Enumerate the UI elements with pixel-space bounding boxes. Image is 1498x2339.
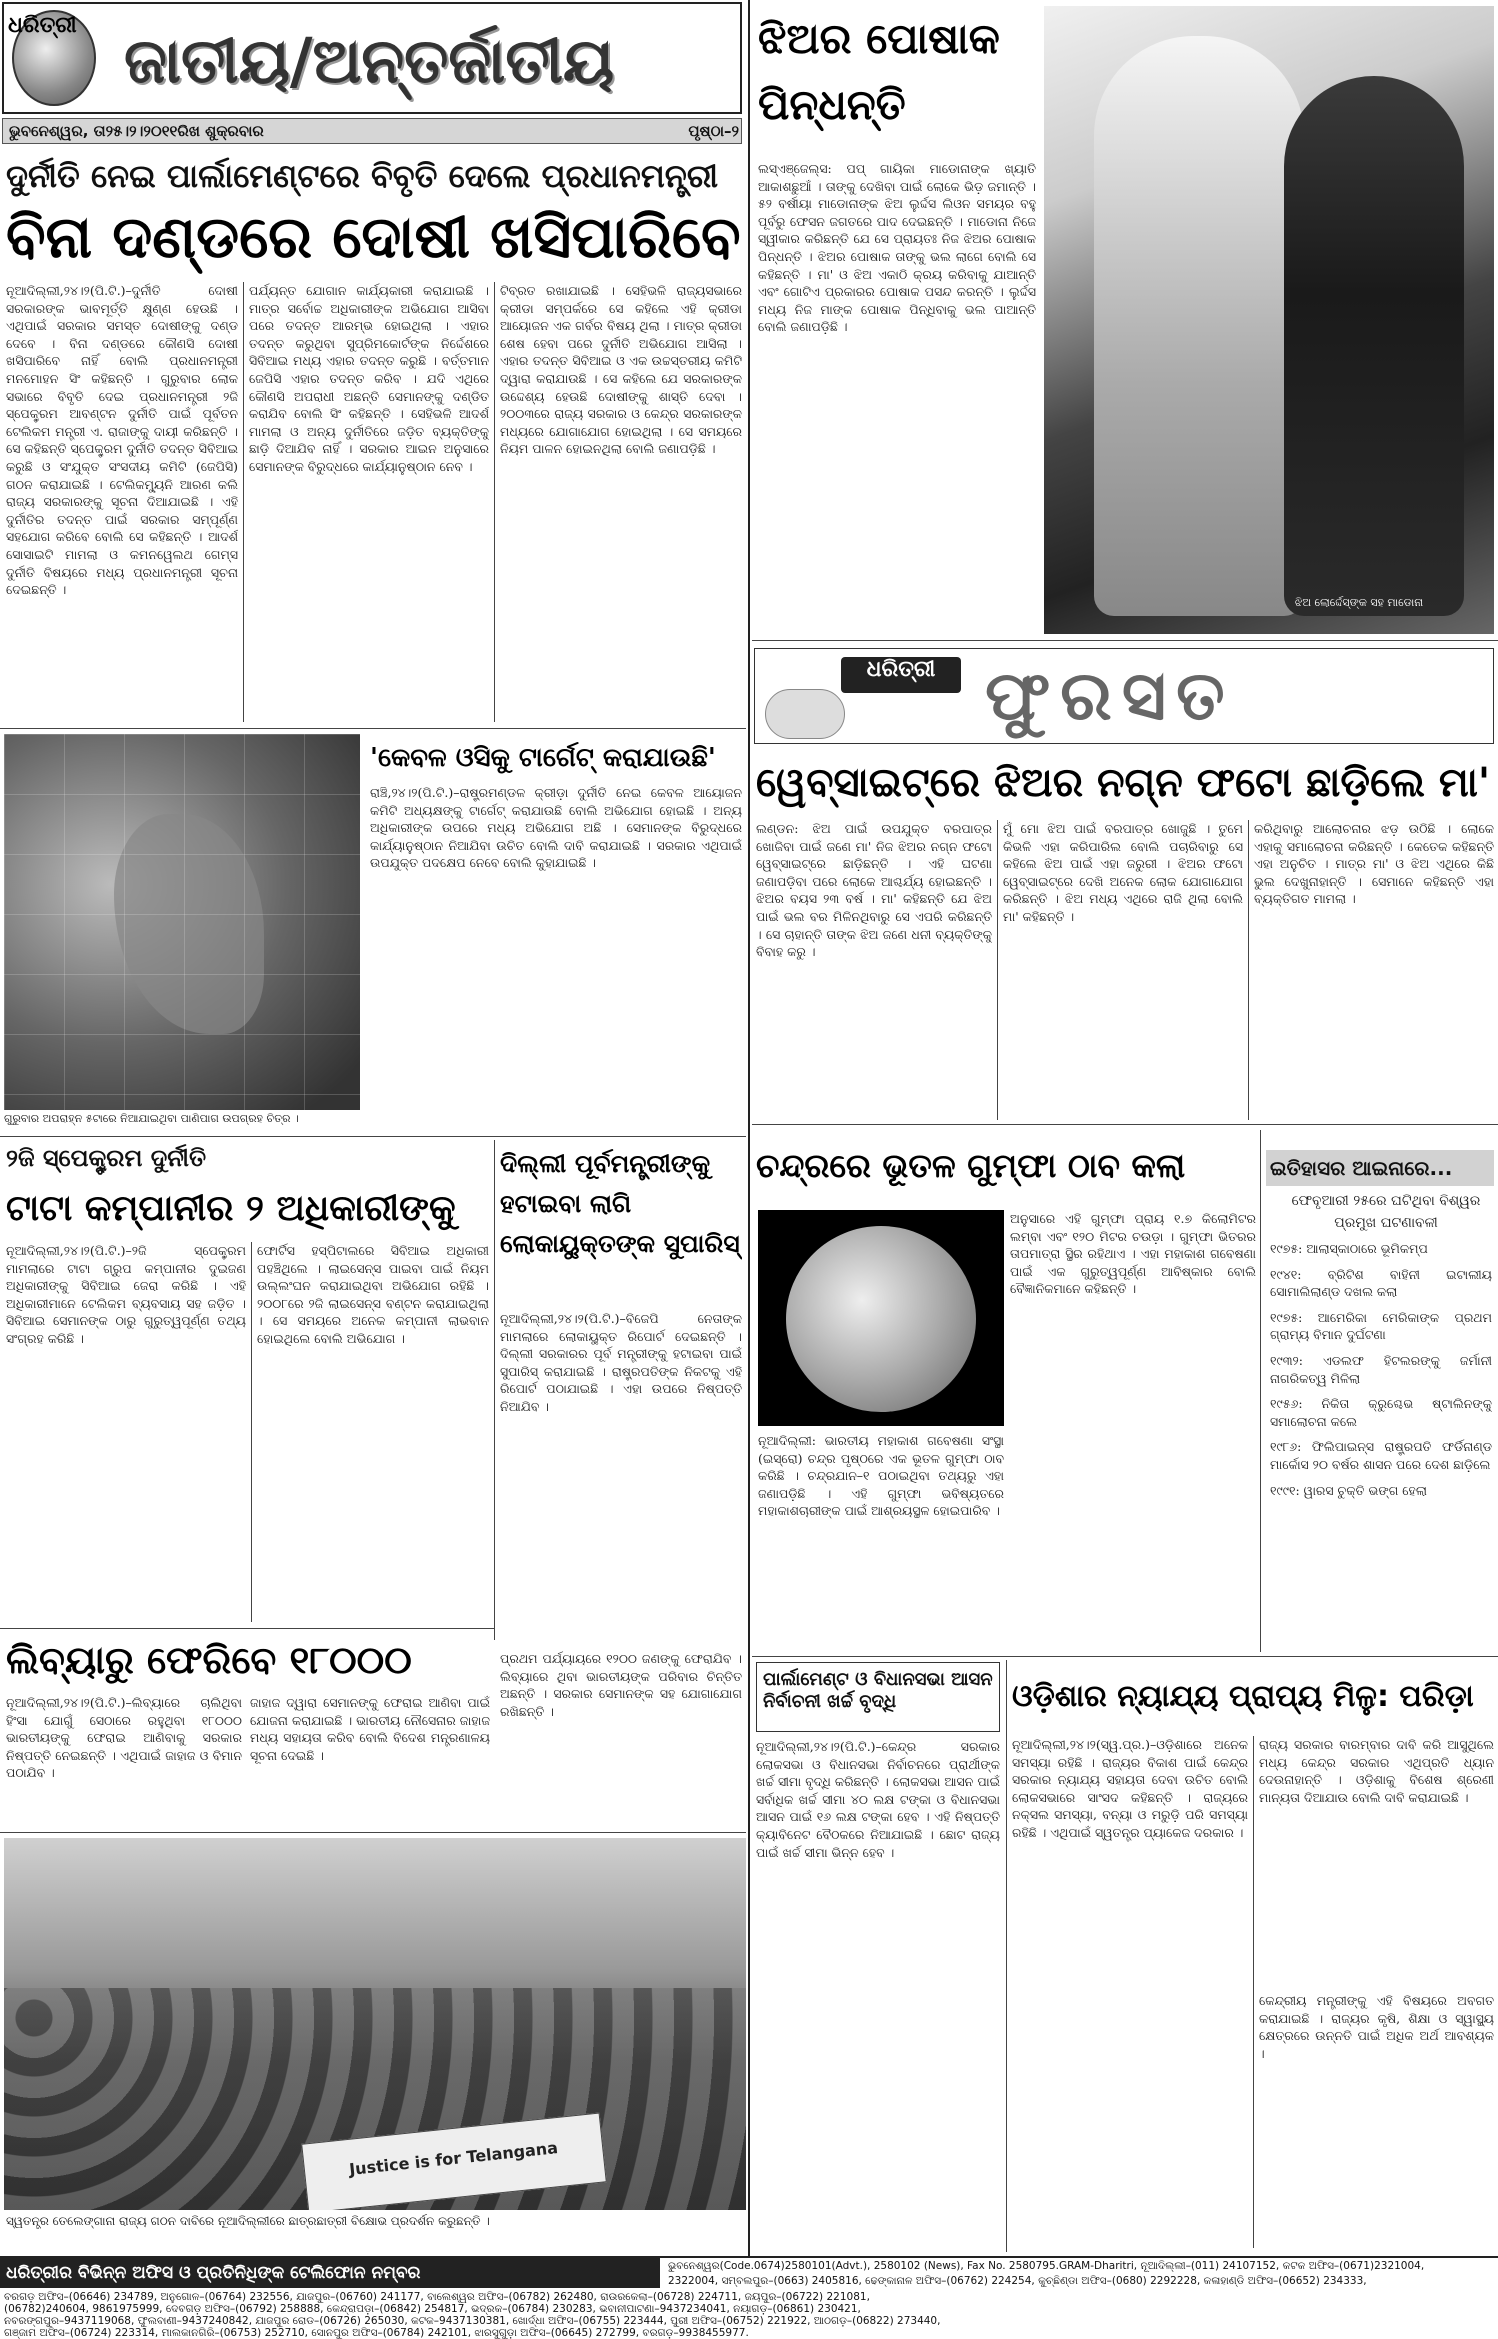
history-subtitle: ଫେବୃଆରୀ ୨୫ରେ ଘଟିଥିବା ବିଶ୍ୱର ପ୍ରମୁଖ ଘଟଣାବଳୀ xyxy=(1291,1193,1481,1231)
footer-title: ଧରିତ୍ରୀର ବିଭିନ୍ନ ଅଫିସ ଓ ପ୍ରତିନିଧିଙ୍କ ଟେଲିଫୋନ ନମ୍ବର xyxy=(0,2258,660,2288)
madonna-caption: ଝିଅ ଲୋର୍ଦ୍ଦେସ୍‌ଙ୍କ ସହ ମାଡୋନା xyxy=(1294,596,1424,609)
footer-line-6: ଗଞ୍ଜାମ ଅଫିସ–(06724) 223314, ମାଲକାନଗିରି–(06753) 252710, ସୋନପୁର ଅଫିସ–(06784) 242101, ଝାରସୁଗୁଡ଼ା ଅଫିସ–(06645) 272799, ବରଗଡ଼–9938455977. xyxy=(4,2327,749,2339)
history-list xyxy=(1270,1240,1492,1650)
satellite-caption: ଗୁରୁବାର ଅପରାହ୍ନ ୫ଟାରେ ନିଆଯାଇଥିବା ପାଣିପାଗ ଉପଗ୍ରହ ଚିତ୍ର । xyxy=(4,1112,299,1125)
delhi-body: ନୂଆଦିଲ୍ଲୀ,୨୪।୨(ପି.ଟି.)–ବିଜେପି ନେତାଙ୍କ ମାମଲାରେ ଲୋକାୟୁକ୍ତ ରିପୋର୍ଟ ଦେଇଛନ୍ତି । ଦିଲ୍ଲୀ ସରକାରର ପୂର୍ବ ମନ୍ତ୍ରୀଙ୍କୁ ହଟାଇବା ପାଇଁ ସୁପାରିସ୍ କରାଯାଇଛି । ରାଷ୍ଟ୍ରପତିଙ୍କ ନିକଟକୁ ଏହି ରିପୋର୍ଟ ପଠାଯାଇଛି । ଏହା ଉପରେ ନିଷ୍ପତ୍ତି ନିଆଯିବ । xyxy=(500,1311,742,1414)
parliament-headline-box xyxy=(756,1662,1000,1732)
masthead xyxy=(0,0,744,150)
moon-col-2: ଅନୁସାରେ ଏହି ଗୁମ୍ଫା ପ୍ରାୟ ୧.୭ କିଲୋମିଟର ଲମ୍ବା ଏବଂ ୧୨୦ ମିଟର ଚଉଡ଼ା । ଗୁମ୍ଫା ଭିତରର ତାପମାତ୍ରା ସ୍ଥିର ରହିଥାଏ । ଏହା ମହାକାଶ ଗବେଷଣା ପାଇଁ ଏକ ଗୁରୁତ୍ୱପୂର୍ଣ୍ଣ ଆବିଷ୍କାର ବୋଲି ବୈଜ୍ଞାନିକମାନେ କହିଛନ୍ତି । xyxy=(1010,1211,1256,1297)
divider xyxy=(494,282,495,722)
footer-line-2: 2322004, ସମ୍ବଲପୁର–(0663) 2405816, ଢେଙ୍କାନାଳ ଅଫିସ–(06762) 224254, କୁଚ୍ଛିଣ୍ଡା ଅଫିସ–(0680) 2292228, କଳାହାଣ୍ଡି ଅଫିସ–(06652) 234333, xyxy=(668,2275,1367,2287)
history-item: ୧୯୮୬: ଫିଲିପାଇନ୍ସ ରାଷ୍ଟ୍ରପତି ଫର୍ଡିନାଣ୍ଡ ମାର୍କୋସ ୨୦ ବର୍ଷର ଶାସନ ପରେ ଦେଶ ଛାଡ଼ିଲେ xyxy=(1270,1439,1492,1472)
satellite-image xyxy=(4,734,360,1110)
divider xyxy=(997,820,998,1120)
divider xyxy=(1006,1660,1007,2252)
divider xyxy=(1248,820,1249,1120)
banner-text: Justice is for Telangana xyxy=(348,2138,559,2179)
divider xyxy=(752,640,1498,641)
lead-kicker: ଦୁର୍ନୀତି ନେଇ ପାର୍ଲାମେଣ୍ଟରେ ବିବୃତି ଦେଲେ ପ୍ରଧାନମନ୍ତ୍ରୀ xyxy=(6,157,719,195)
odisha-col-3: କେନ୍ଦ୍ରୀୟ ମନ୍ତ୍ରୀଙ୍କୁ ଏହି ବିଷୟରେ ଅବଗତ କରାଯାଇଛି । ରାଜ୍ୟର କୃଷି, ଶିକ୍ଷା ଓ ସ୍ୱାସ୍ଥ୍ୟ କ୍ଷେତ୍ରରେ ଉନ୍ନତି ପାଇଁ ଅଧିକ ଅର୍ଥ ଆବଶ୍ୟକ । xyxy=(1259,1993,1494,2061)
footer-line-3: ବରଗଡ଼ ଅଫିସ–(06646) 234789, ଅନୁଗୋଳ–(06764) 232556, ଯାଜପୁର–(06760) 241177, ବାଲେଶ୍ୱର ଅଫିସ–(06782) 262480, ରାଉରକେଲା–(06728) 224711, ଜୟପୁର–(06722) 221081, xyxy=(4,2291,870,2303)
divider xyxy=(1260,1130,1261,1652)
divider xyxy=(0,1832,746,1833)
fursat-col-1: ଲଣ୍ଡନ: ଝିଅ ପାଇଁ ଉପଯୁକ୍ତ ବରପାତ୍ର ଖୋଜିବା ପାଇଁ ଜଣେ ମା' ନିଜ ଝିଅର ନଗ୍ନ ଫଟୋ ୱେବ୍‌ସାଇଟ୍‌ରେ ଛାଡ଼ିଛନ୍ତି । ଏହି ଘଟଣା ଜଣାପଡ଼ିବା ପରେ ଲୋକେ ଆଶ୍ଚର୍ଯ୍ୟ ହୋଇଛନ୍ତି । ଝିଅର ବୟସ ୨୩ ବର୍ଷ । ମା' କହିଛନ୍ତି ଯେ ଝିଅ ପାଇଁ ଭଲ ବର ମିଳିନଥିବାରୁ ସେ ଏପରି କରିଛନ୍ତି । ସେ ଚାହାନ୍ତି ତାଙ୍କ ଝିଅ ଜଣେ ଧନୀ ବ୍ୟକ୍ତିଙ୍କୁ ବିବାହ କରୁ । xyxy=(756,821,992,960)
tata-col-2: ଫୋର୍ଟିସ ହସ୍ପିଟାଲରେ ସିବିଆଇ ଅଧିକାରୀ ପହଞ୍ଚିଥିଲେ । ଲାଇସେନ୍ସ ପାଇବା ପାଇଁ ନିୟମ ଉଲ୍ଲଂଘନ କରାଯାଇଥିବା ଅଭିଯୋଗ ରହିଛି । ୨୦୦୮ରେ ୨ଜି ଲାଇସେନ୍ସ ବଣ୍ଟନ କରାଯାଇଥିଲା । ସେ ସମୟରେ ଅନେକ କମ୍ପାନୀ ଲାଭବାନ ହୋଇଥିଲେ ବୋଲି ଅଭିଯୋଗ । xyxy=(257,1243,489,1346)
protest-photo xyxy=(4,1838,746,2210)
odisha-col-1: ନୂଆଦିଲ୍ଲୀ,୨୪।୨(ସ୍ୱ.ପ୍ର.)–ଓଡ଼ିଶାରେ ଅନେକ ସମସ୍ୟା ରହିଛି । ରାଜ୍ୟର ବିକାଶ ପାଇଁ କେନ୍ଦ୍ର ସରକାର ନ୍ୟାଯ୍ୟ ସହାୟତା ଦେବା ଉଚିତ ବୋଲି ଲୋକସଭାରେ ସାଂସଦ କହିଛନ୍ତି । ରାଜ୍ୟରେ ନକ୍ସଲ ସମସ୍ୟା, ବନ୍ୟା ଓ ମରୁଡ଼ି ପରି ସମସ୍ୟା ରହିଛି । ଏଥିପାଇଁ ସ୍ୱତନ୍ତ୍ର ପ୍ୟାକେଜ ଦରକାର । xyxy=(1012,1737,1248,1840)
logo-text: ଧରିତ୍ରୀ xyxy=(8,12,77,38)
lead-col-2: ପର୍ଯ୍ୟନ୍ତ ଯୋଗାନ କାର୍ଯ୍ୟକାରୀ କରାଯାଇଛି । ମାତ୍ର ସର୍ବୋଚ୍ଚ ଅଧିକାରୀଙ୍କ ଅଭିଯୋଗ ଆସିବା ପରେ ତଦନ୍ତ ଆରମ୍ଭ ହୋଇଥିଲା । ଏହାର ତଦନ୍ତ କରୁଥିବା ସୁପ୍ରିମକୋର୍ଟଙ୍କ ନିର୍ଦ୍ଦେଶରେ ସିବିଆଇ ମଧ୍ୟ ଏହାର ତଦନ୍ତ କରୁଛି । ବର୍ତ୍ତମାନ ଜେପିସି ଏହାର ତଦନ୍ତ କରିବ । ଯଦି ଏଥିରେ କୌଣସି ଅପରାଧୀ ଅଛନ୍ତି ସେମାନଙ୍କୁ ଦଣ୍ଡିତ କରାଯିବ ବୋଲି ସିଂ କହିଛନ୍ତି । ସେହିଭଳି ଆଦର୍ଶ ମାମଲା ଓ ଅନ୍ୟ ଦୁର୍ନୀତିରେ ଜଡ଼ିତ ବ୍ୟକ୍ତିଙ୍କୁ ଛାଡ଼ି ଦିଆଯିବ ନାହିଁ । ସରକାର ଆଇନ ଅନୁସାରେ ସେମାନଙ୍କ ବିରୁଦ୍ଧରେ କାର୍ଯ୍ୟାନୁଷ୍ଠାନ ନେବ । xyxy=(249,283,489,474)
fursat-col-2: ମୁଁ ମୋ ଝିଅ ପାଇଁ ବରପାତ୍ର ଖୋଜୁଛି । ତୁମେ କିଭଳି ଏହା କରିପାରିଲ ବୋଲି ପଚାରିବାରୁ ସେ କହିଲେ ଝିଅ ପାଇଁ ଏହା ଜରୁରୀ । ଝିଅର ଫଟୋ ୱେବ୍‌ସାଇଟ୍‌ରେ ଦେଖି ଅନେକ ଲୋକ ଯୋଗାଯୋଗ କରିଛନ୍ତି । ଝିଅ ମଧ୍ୟ ଏଥିରେ ରାଜି ଥିଲା ବୋଲି ମା' କହିଛନ୍ତି । xyxy=(1003,821,1243,924)
divider xyxy=(752,1656,1498,1657)
history-item: ୧୯୪୧: ବ୍ରିଟିଶ ବାହିନୀ ଇଟାଲୀୟ ସୋମାଲିଲାଣ୍ଡ ଦଖଲ କଲା xyxy=(1270,1266,1492,1300)
protest-caption: ସ୍ୱତନ୍ତ୍ର ତେଲେଙ୍ଗାନା ରାଜ୍ୟ ଗଠନ ଦାବିରେ ନୂଆଦିଲ୍ଲୀରେ ଛାତ୍ରଛାତ୍ରୀ ବିକ୍ଷୋଭ ପ୍ରଦର୍ଶନ କରୁଛନ୍ତି । xyxy=(6,2214,490,2228)
parliament-body: ନୂଆଦିଲ୍ଲୀ,୨୪।୨(ପି.ଟି.)–କେନ୍ଦ୍ର ସରକାର ଲୋକସଭା ଓ ବିଧାନସଭା ନିର୍ବାଚନରେ ପ୍ରାର୍ଥୀଙ୍କ ଖର୍ଚ୍ଚ ସୀମା ବୃଦ୍ଧି କରିଛନ୍ତି । ଲୋକସଭା ଆସନ ପାଇଁ ସର୍ବାଧିକ ଖର୍ଚ୍ଚ ସୀମା ୪୦ ଲକ୍ଷ ଟଙ୍କା ଓ ବିଧାନସଭା ଆସନ ପାଇଁ ୧୬ ଲକ୍ଷ ଟଙ୍କା ହେବ । ଏହି ନିଷ୍ପତ୍ତି କ୍ୟାବିନେଟ ବୈଠକରେ ନିଆଯାଇଛି । ଛୋଟ ରାଜ୍ୟ ପାଇଁ ଖର୍ଚ୍ଚ ସୀମା ଭିନ୍ନ ହେବ । xyxy=(756,1739,1000,1860)
history-item: ୧୯୫୬: ନିକିତା କ୍ରୁଶ୍ଚେଭ ଷ୍ଟାଲିନଙ୍କୁ ସମାଲୋଚନା କଲେ xyxy=(1270,1396,1492,1429)
moon-icon xyxy=(786,1226,976,1412)
section-title: ଜାତୀୟ/ଅନ୍ତର୍ଜାତୀୟ xyxy=(124,24,615,97)
moon-col-1: ନୂଆଦିଲ୍ଲୀ: ଭାରତୀୟ ମହାକାଶ ଗବେଷଣା ସଂସ୍ଥା (ଇସ୍ରୋ) ଚନ୍ଦ୍ର ପୃଷ୍ଠରେ ଏକ ଭୂତଳ ଗୁମ୍ଫା ଠାବ କରିଛି । ଚନ୍ଦ୍ରଯାନ–୧ ପଠାଇଥିବା ତଥ୍ୟରୁ ଏହା ଜଣାପଡ଼ିଛି । ଏହି ଗୁମ୍ଫା ଭବିଷ୍ୟତରେ ମହାକାଶଚାରୀଙ୍କ ପାଇଁ ଆଶ୍ରୟସ୍ଥଳ ହୋଇପାରିବ । xyxy=(758,1433,1004,1519)
tata-headline: ଟାଟା କମ୍ପାନୀର ୨ ଅଧିକାରୀଙ୍କୁ xyxy=(6,1188,456,1229)
madonna-headline: ଝିଅର ପୋଷାକ ପିନ୍ଧନ୍ତି xyxy=(758,14,1000,129)
oc-body: ରାଞ୍ଚି,୨୪।୨(ପି.ଟି.)–ରାଷ୍ଟ୍ରମଣ୍ଡଳ କ୍ରୀଡ଼ା ଦୁର୍ନୀତି ନେଇ କେବଳ ଆୟୋଜନ କମିଟି ଅଧ୍ୟକ୍ଷଙ୍କୁ ଟାର୍ଗେଟ୍ କରାଯାଉଛି ବୋଲି ଅଭିଯୋଗ ହୋଇଛି । ଅନ୍ୟ ଅଧିକାରୀଙ୍କ ଉପରେ ମଧ୍ୟ ଅଭିଯୋଗ ଅଛି । ସେମାନଙ୍କ ବିରୁଦ୍ଧରେ କାର୍ଯ୍ୟାନୁଷ୍ଠାନ ନିଆଯିବା ଉଚିତ ବୋଲି ଦାବି କରାଯାଇଛି । ସରକାର ଏଥିପାଇଁ ଉପଯୁକ୍ତ ପଦକ୍ଷେପ ନେବେ ବୋଲି କୁହାଯାଇଛି । xyxy=(370,785,742,871)
dateline-bar xyxy=(2,118,742,144)
history-item: ୧୯୭୫: ଆମେରିକା ମେରିକାଙ୍କ ପ୍ରଥମ ଗ୍ରାମ୍ୟ ବିମାନ ଦୁର୍ଘଟଣା xyxy=(1270,1309,1492,1343)
history-heading: ଇତିହାସର ଆଇନାରେ... xyxy=(1266,1150,1494,1186)
divider xyxy=(0,728,746,729)
divider xyxy=(243,282,244,722)
lead-headline: ବିନା ଦଣ୍ଡରେ ଦୋଷୀ ଖସିପାରିବେ xyxy=(6,203,741,271)
delhi-headline: ଦିଲ୍ଲୀ ପୂର୍ବମନ୍ତ୍ରୀଙ୍କୁ ହଟାଇବା ଲାଗି ଲୋକାୟୁକ୍ତଙ୍କ ସୁପାରିସ୍ xyxy=(500,1149,740,1258)
divider xyxy=(0,1136,746,1137)
dateline: ଭୁବନେଶ୍ୱର, ତା୨୫।୨।୨୦୧୧ରିଖ ଶୁକ୍ରବାର xyxy=(9,122,264,140)
fursat-logo: ଧରିତ୍ରୀ xyxy=(841,657,961,693)
daughter-figure xyxy=(1284,76,1464,616)
history-item: ୧୯୩୨: ଏଡଲଫ ହିଟଲରଙ୍କୁ ଜର୍ମାନୀ ନାଗରିକତ୍ୱ ମିଳିଲା xyxy=(1270,1352,1492,1386)
divider xyxy=(1253,1736,1254,2248)
fursat-col-3: କରିଥିବାରୁ ଆଲୋଚନାର ଝଡ଼ ଉଠିଛି । ଲୋକେ ଏହାକୁ ସମାଲୋଚନା କରିଛନ୍ତି । କେତେକ କହିଛନ୍ତି ଏହା ଅନୁଚିତ । ମାତ୍ର ମା' ଓ ଝିଅ ଏଥିରେ କିଛି ଭୁଲ ଦେଖୁନାହାନ୍ତି । ସେମାନେ କହିଛନ୍ତି ଏହା ବ୍ୟକ୍ତିଗତ ମାମଲା । xyxy=(1254,821,1494,907)
madonna-photo xyxy=(1044,6,1494,634)
tata-kicker: ୨ଜି ସ୍ପେକ୍ଟ୍ରମ ଦୁର୍ନୀତି xyxy=(6,1144,207,1172)
oc-headline: 'କେବଳ ଓସିକୁ ଟାର୍ଗେଟ୍ କରାଯାଉଛି' xyxy=(370,743,716,773)
odisha-headline: ଓଡ଼ିଶାର ନ୍ୟାଯ୍ୟ ପ୍ରାପ୍ୟ ମିଳୁ: ପରିଡ଼ା xyxy=(1012,1679,1474,1714)
libya-col-1: ନୂଆଦିଲ୍ଲୀ,୨୪।୨(ପି.ଟି.)–ଲିବ୍ୟାରେ ଚାଲିଥିବା ହିଂସା ଯୋଗୁଁ ସେଠାରେ ରହୁଥିବା ୧୮୦୦୦ ଭାରତୀୟଙ୍କୁ ଫେରାଇ ଆଣିବାକୁ ସରକାର ନିଷ୍ପତ୍ତି ନେଇଛନ୍ତି । ଏଥିପାଇଁ ଜାହାଜ ଓ ବିମାନ ପଠାଯିବ । xyxy=(6,1695,242,1781)
map-grid xyxy=(4,734,360,1110)
libya-col-3: ପ୍ରଥମ ପର୍ଯ୍ୟାୟରେ ୧୨୦୦ ଜଣଙ୍କୁ ଫେରାଯିବ । ଲିବ୍ୟାରେ ଥିବା ଭାରତୀୟଙ୍କ ପରିବାର ଚିନ୍ତିତ ଅଛନ୍ତି । ସରକାର ସେମାନଙ୍କ ସହ ଯୋଗାଯୋଗ ରଖିଛନ୍ତି । xyxy=(500,1651,742,1719)
bunny-icon xyxy=(765,689,845,739)
fursat-title: ଫୁରସତ xyxy=(985,657,1235,736)
center-divider xyxy=(748,0,750,2260)
lead-col-1: ନୂଆଦିଲ୍ଲୀ,୨୪।୨(ପି.ଟି.)–ଦୁର୍ନୀତି ଦୋଷୀ ସରକାରଙ୍କ ଭାବମୂର୍ତ୍ତି କ୍ଷୁଣ୍ଣ ହେଉଛି । ଏଥିପାଇଁ ସରକାର ସମସ୍ତ ଦୋଷୀଙ୍କୁ ଦଣ୍ଡ ଦେବେ । ବିନା ଦଣ୍ଡରେ କୌଣସି ଦୋଷୀ ଖସିପାରିବେ ନାହିଁ ବୋଲି ପ୍ରଧାନମନ୍ତ୍ରୀ ମନମୋହନ ସିଂ କହିଛନ୍ତି । ଗୁରୁବାର ଲୋକ ସଭାରେ ବିବୃତି ଦେଇ ପ୍ରଧାନମନ୍ତ୍ରୀ ୨ଜି ସ୍ପେକ୍ଟ୍ରମ ଆବଣ୍ଟନ ଦୁର୍ନୀତି ପାଇଁ ପୂର୍ବତନ ଟେଲିକମ ମନ୍ତ୍ରୀ ଏ. ରାଜାଙ୍କୁ ଦାୟୀ କରିଛନ୍ତି । ସେ କହିଛନ୍ତି ସ୍ପେକ୍ଟ୍ରମ ଦୁର୍ନୀତି ତଦନ୍ତ ସିବିଆଇ କରୁଛି ଓ ସଂଯୁକ୍ତ ସଂସଦୀୟ କମିଟି (ଜେପିସି) ଗଠନ କରାଯାଇଛି । ଟେଲିକମ୍ୟୁନି ଆରଣ କଲି ରାଜ୍ୟ ସରକାରଙ୍କୁ ସୂଚନା ଦିଆଯାଇଛି । ଏହି ଦୁର୍ନୀତିର ତଦନ୍ତ ପାଇଁ ସରକାର ସମ୍ପୂର୍ଣ୍ଣ ସହଯୋଗ କରିବେ ବୋଲି ସେ କହିଛନ୍ତି । ଆଦର୍ଶ ସୋସାଇଟି ମାମଲା ଓ କମନୱେଲଥ ଗେମ୍ସ ଦୁର୍ନୀତି ବିଷୟରେ ମଧ୍ୟ ପ୍ରଧାନମନ୍ତ୍ରୀ ସୂଚନା ଦେଇଛନ୍ତି । xyxy=(6,283,238,598)
page-number: ପୃଷ୍ଠା–୨ xyxy=(688,122,739,140)
parliament-headline: ପାର୍ଲାମେଣ୍ଟ ଓ ବିଧାନସଭା ଆସନ ନିର୍ବାଚନୀ ଖର୍ଚ୍ଚ ବୃଦ୍ଧି xyxy=(763,1669,993,1712)
moon-photo xyxy=(758,1210,1004,1426)
history-item: ୧୯୯୧: ୱାରସ ଚୁକ୍ତି ଭଙ୍ଗ ହେଲା xyxy=(1270,1482,1427,1498)
madonna-figure xyxy=(1094,36,1304,616)
libya-headline: ଲିବ୍ୟାରୁ ଫେରିବେ ୧୮୦୦୦ xyxy=(6,1638,412,1682)
divider xyxy=(494,1140,495,1640)
history-item: ୧୯୭୫: ଆଲାସ୍କାଠାରେ ଭୂମିକମ୍ପ xyxy=(1270,1241,1428,1256)
footer xyxy=(0,2256,1498,2339)
footer-line-1: ଭୁବନେଶ୍ୱର(Code.0674)2580101(Advt.), 2580102 (News), Fax No. 2580795.GRAM-Dharitri, ନୂଆଦିଲ୍ଲୀ–(011) 24107152, କଟକ ଅଫିସ–(0671)2321004, xyxy=(668,2260,1425,2272)
moon-headline: ଚନ୍ଦ୍ରରେ ଭୂତଳ ଗୁମ୍ଫା ଠାବ କଲା xyxy=(756,1146,1186,1185)
odisha-col-2: ରାଜ୍ୟ ସରକାର ବାରମ୍ବାର ଦାବି କରି ଆସୁଥିଲେ ମଧ୍ୟ କେନ୍ଦ୍ର ସରକାର ଏଥିପ୍ରତି ଧ୍ୟାନ ଦେଉନାହାନ୍ତି । ଓଡ଼ିଶାକୁ ବିଶେଷ ଶ୍ରେଣୀ ମାନ୍ୟତା ଦିଆଯାଉ ବୋଲି ଦାବି କରାଯାଇଛି । xyxy=(1259,1737,1494,1805)
divider xyxy=(0,1628,494,1629)
madonna-body: ଲସ୍ଏଞ୍ଜେଲ୍ସ: ପପ୍ ଗାୟିକା ମାଡୋନାଙ୍କ ଖ୍ୟାତି ଆକାଶଛୁଆଁ । ତାଙ୍କୁ ଦେଖିବା ପାଇଁ ଲୋକେ ଭିଡ଼ ଜମାନ୍ତି । ୫୨ ବର୍ଷୀୟା ମାଡୋନାଙ୍କ ଝିଅ ଲୁର୍ଦ୍ଦସ ଲିଓନ ସମୟର ବହୁ ପୂର୍ବରୁ ଫେସନ ଜଗତରେ ପାଦ ଦେଇଛନ୍ତି । ମାଡୋନା ନିଜେ ସ୍ୱୀକାର କରିଛନ୍ତି ଯେ ସେ ପ୍ରାୟତଃ ନିଜ ଝିଅର ପୋଷାକ ପିନ୍ଧନ୍ତି । ଝିଅର ପୋଷାକ ତାଙ୍କୁ ଭଲ ଲାଗେ ବୋଲି ସେ କହିଛନ୍ତି । ମା' ଓ ଝିଅ ଏକାଠି କ୍ରୟ କରିବାକୁ ଯାଆନ୍ତି ଏବଂ ଗୋଟିଏ ପ୍ରକାରର ପୋଷାକ ପସନ୍ଦ କରନ୍ତି । ଲୁର୍ଦ୍ଦସ ମଧ୍ୟ ନିଜ ମାଙ୍କ ପୋଷାକ ପିନ୍ଧିବାକୁ ଭଲ ପାଆନ୍ତି ବୋଲି ଜଣାପଡ଼ିଛି । xyxy=(758,161,1036,335)
divider xyxy=(752,1124,1498,1125)
libya-col-2: ଜାହାଜ ଦ୍ୱାରା ସେମାନଙ୍କୁ ଫେରାଇ ଆଣିବା ପାଇଁ ଯୋଜନା କରାଯାଇଛି । ଭାରତୀୟ ନୌସେନାର ଜାହାଜ ମଧ୍ୟ ସହାୟତା କରିବ ବୋଲି ବିଦେଶ ମନ୍ତ୍ରଣାଳୟ ସୂଚନା ଦେଇଛି । xyxy=(250,1695,490,1763)
footer-line-4: (06782)240604, 9861975999, ଦେବଗଡ଼ ଅଫିସ–(06792) 258888, କେନ୍ଦ୍ରାପଡ଼ା–(06842) 254817, ଭଦ୍ରକ–(06784) 230283, ଭବାନୀପାଟଣା–9437234041, ନୟାଗଡ଼–(06861) 230421, xyxy=(4,2303,861,2315)
tata-col-1: ନୂଆଦିଲ୍ଲୀ,୨୪।୨(ପି.ଟି.)–୨ଜି ସ୍ପେକ୍ଟ୍ରମ ମାମଲାରେ ଟାଟା ଗ୍ରୁପ କମ୍ପାନୀର ଦୁଇଜଣ ଅଧିକାରୀଙ୍କୁ ସିବିଆଇ ଜେରା କରିଛି । ଏହି ଅଧିକାରୀମାନେ ଟେଲିକମ ବ୍ୟବସାୟ ସହ ଜଡ଼ିତ । ସିବିଆଇ ସେମାନଙ୍କ ଠାରୁ ଗୁରୁତ୍ୱପୂର୍ଣ୍ଣ ତଥ୍ୟ ସଂଗ୍ରହ କରିଛି । xyxy=(6,1243,246,1346)
history-box xyxy=(1266,1150,1494,1650)
fursat-banner xyxy=(754,648,1494,744)
divider xyxy=(251,1242,252,1622)
footer-line-5: ନବରଙ୍ଗପୁର–9437119068, ଫୁଲବାଣୀ–9437240842, ଯାଜପୁର ରୋଡ–(06726) 265030, କଟକ–9437130381, ଖୋର୍ଦ୍ଧା ଅଫିସ–(06755) 223444, ପୁରୀ ଅଫିସ–(06752) 221922, ଆଠଗଡ଼–(06822) 273440, xyxy=(4,2315,941,2327)
masthead-banner xyxy=(2,2,742,114)
lead-col-3: ଟିବ୍ରତ ରଖାଯାଇଛି । ସେହିଭଳି ରାଜ୍ୟସଭାରେ କ୍ରୀଡା ସମ୍ପର୍କରେ ସେ କହିଲେ ଏହି କ୍ରୀଡା ଆୟୋଜନ ଏକ ଗର୍ବର ବିଷୟ ଥିଲା । ମାତ୍ର କ୍ରୀଡା ଶେଷ ହେବା ପରେ ଦୁର୍ନୀତି ଅଭିଯୋଗ ଆସିଲା । ଏହାର ତଦନ୍ତ ସିବିଆଇ ଓ ଏକ ଉଚ୍ଚସ୍ତରୀୟ କମିଟି ଦ୍ୱାରା କରାଯାଉଛି । ସେ କହିଲେ ଯେ ସରକାରଙ୍କ ଉଦ୍ଦେଶ୍ୟ ହେଉଛି ଦୋଷୀଙ୍କୁ ଶାସ୍ତି ଦେବା । ୨୦୦୩ରେ ରାଜ୍ୟ ସରକାର ଓ କେନ୍ଦ୍ର ସରକାରଙ୍କ ମଧ୍ୟରେ ଯୋଗାଯୋଗ ହୋଇଥିଲା । ସେ ସମୟରେ ନିୟମ ପାଳନ ହୋଇନଥିଲା ବୋଲି ଜଣାପଡ଼ିଛି । xyxy=(500,283,742,457)
fursat-headline: ୱେବ୍‌ସାଇଟ୍‌ରେ ଝିଅର ନଗ୍ନ ଫଟୋ ଛାଡ଼ିଲେ ମା' xyxy=(756,760,1491,806)
